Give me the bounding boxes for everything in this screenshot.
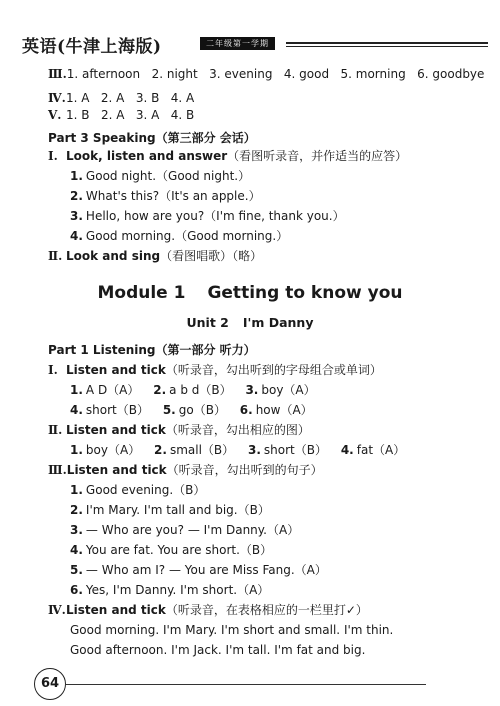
section-listen-tick-iv: Ⅳ.Listen and tick（听录音，在表格相应的一栏里打✓）: [48, 603, 368, 617]
book-title: 英语(牛津上海版): [22, 37, 162, 57]
answer-line-iii: Ⅲ.1. afternoon 2. night 3. evening 4. good 5. morning 6. goodbye: [48, 67, 485, 81]
answer-item: 3. — Who are you? — I'm Danny.（A）: [70, 523, 300, 537]
section-listen-tick-i: Ⅰ. Listen and tick（听录音，勾出听到的字母组合或单词）: [48, 363, 382, 377]
header-rule: [286, 42, 488, 44]
answer-item: 3. Hello, how are you?（I'm fine, thank you.）: [70, 209, 345, 223]
section-listen-tick-ii: Ⅱ. Listen and tick（听录音，勾出相应的图）: [48, 423, 310, 437]
answer-item: 4. Good morning.（Good morning.）: [70, 229, 289, 243]
part-heading-speaking: Part 3 Speaking（第三部分 会话）: [48, 131, 256, 145]
answer-item: 5. — Who am I? — You are Miss Fang.（A）: [70, 563, 327, 577]
header-rule-thin: [286, 46, 488, 47]
answer-item: 6. Yes, I'm Danny. I'm short.（A）: [70, 583, 270, 597]
unit-heading: Unit 2 I'm Danny: [186, 315, 314, 330]
footer-rule: [66, 684, 426, 685]
answer-item: 1. Good night.（Good night.）: [70, 169, 251, 183]
page-number: 64: [34, 668, 66, 700]
part-heading-listening: Part 1 Listening（第一部分 听力）: [48, 343, 256, 357]
running-header: [22, 32, 482, 57]
section-look-and-sing: Ⅱ. Look and sing（看图唱歌）（略）: [48, 249, 263, 263]
transcript-line: Good morning. I'm Mary. I'm short and small. I'm thin.: [70, 623, 394, 637]
answer-line-v: Ⅴ. 1. B 2. A 3. A 4. B: [48, 108, 195, 122]
transcript-line: Good afternoon. I'm Jack. I'm tall. I'm fat and big.: [70, 643, 366, 657]
answer-item: 4. You are fat. You are short.（B）: [70, 543, 273, 557]
answer-row: 1. A D（A） 2. a b d（B） 3. boy（A）: [70, 383, 316, 397]
answer-item: 2. I'm Mary. I'm tall and big.（B）: [70, 503, 270, 517]
answer-item: 1. Good evening.（B）: [70, 483, 206, 497]
answer-row: 1. boy（A） 2. small（B） 3. short（B） 4. fat（A）: [70, 443, 406, 457]
section-listen-tick-iii: Ⅲ.Listen and tick（听录音，勾出听到的句子）: [48, 463, 323, 477]
module-heading: Module 1 Getting to know you: [97, 283, 403, 303]
answer-item: 2. What's this?（It's an apple.）: [70, 189, 261, 203]
answer-line-iv: Ⅳ.1. A 2. A 3. B 4. A: [48, 91, 195, 105]
section-look-listen-answer: Ⅰ. Look, listen and answer（看图听录音，并作适当的应答）: [48, 149, 408, 163]
grade-badge: 二年级第一学期: [200, 37, 275, 50]
answer-row: 4. short（B） 5. go（B） 6. how（A）: [70, 403, 313, 417]
